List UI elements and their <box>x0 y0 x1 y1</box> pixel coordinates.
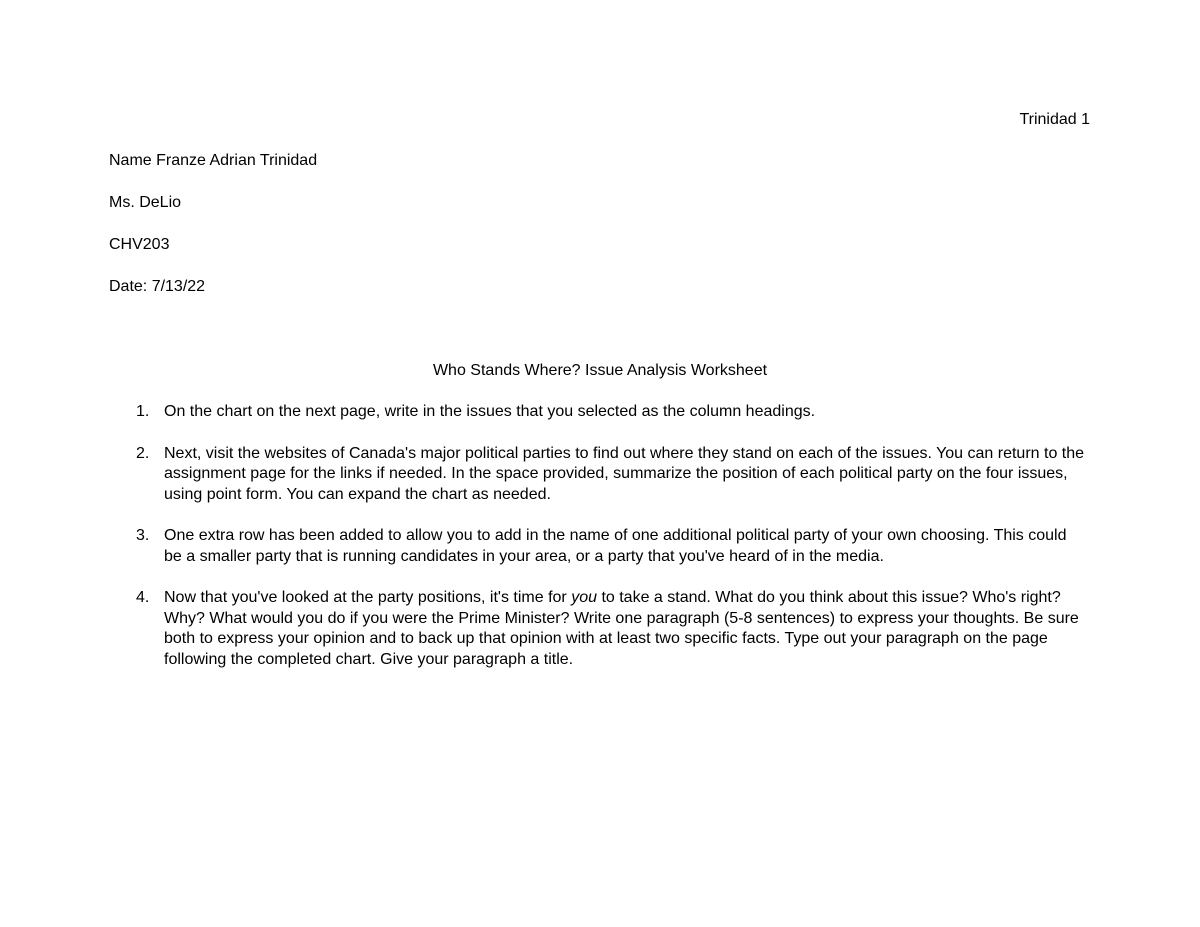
teacher-line: Ms. DeLio <box>109 194 182 211</box>
instruction-item-3 <box>130 526 1085 567</box>
instruction-text-after: to take a stand. What do you think about this issue? Who's right? Why? What would you do if you were the Prime Minister? Write one paragraph (5-8 sentences) to express your thoughts. Be sure both to express your opinion and to back up that opinion with at least two specific facts. Type out your paragraph on the page following the completed chart. Give your paragraph a title. <box>164 589 1079 668</box>
instruction-text: Next, visit the websites of Canada's major political parties to find out where they stand on each of the issues. You can return to the assignment page for the links if needed. In the space provided, summarize the position of each political party on the four issues, using point form. You can expand the chart as needed. <box>164 444 1085 503</box>
student-heading-block <box>109 151 1089 319</box>
instruction-item-4 <box>130 588 1085 670</box>
instruction-text: On the chart on the next page, write in the issues that you selected as the column headings. <box>164 403 816 420</box>
instruction-number: 1. <box>136 403 150 420</box>
course-code-line: CHV203 <box>109 236 170 253</box>
instruction-number: 2. <box>136 444 150 462</box>
worksheet-title: Who Stands Where? Issue Analysis Worksheet <box>432 362 768 379</box>
page-number-header: Trinidad 1 <box>1019 111 1090 128</box>
instruction-item-1 <box>130 402 1085 423</box>
student-name-line: Name Franze Adrian Trinidad <box>109 152 318 169</box>
instruction-text-emphasis: you <box>571 589 597 606</box>
instruction-number: 3. <box>136 527 150 544</box>
instruction-item-2 <box>130 444 1085 506</box>
instruction-text-before: Now that you've looked at the party positions, it's time for <box>164 589 572 606</box>
instruction-number: 4. <box>136 589 150 606</box>
instruction-list <box>130 402 1085 691</box>
instruction-text: One extra row has been added to allow you to add in the name of one additional political party of your own choosing. This could be a smaller party that is running candidates in your area, or a party that you've heard of in the media. <box>164 527 1067 565</box>
date-line: Date: 7/13/22 <box>109 278 206 295</box>
